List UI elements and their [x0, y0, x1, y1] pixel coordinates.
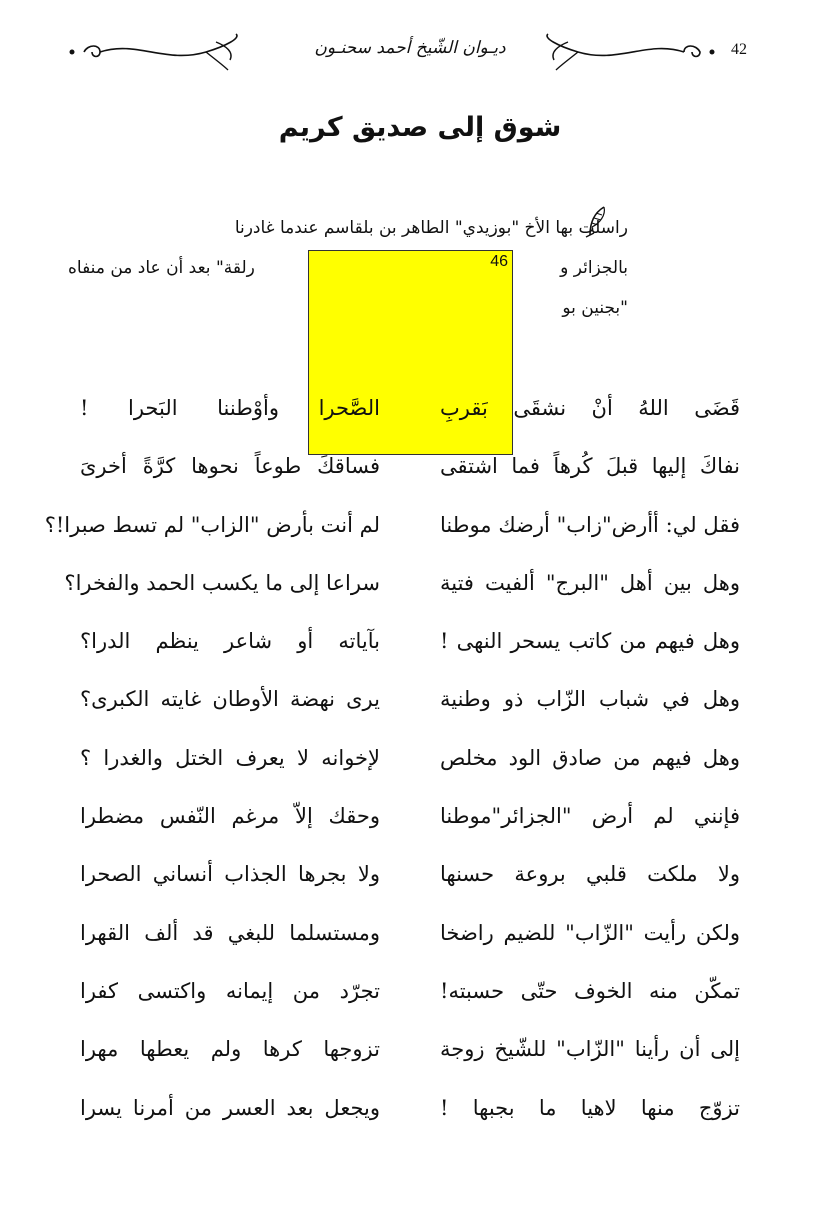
second-hemistich: سراعا إلى ما يكسب الحمد والفخرا؟ — [64, 570, 380, 595]
verse-line — [80, 966, 740, 1024]
page-number: 42 — [731, 41, 747, 58]
first-hemistich: نفاكَ إليها قبلَ كُرهاً فما اشتقى — [440, 454, 740, 479]
second-hemistich: ولا بجرها الجذاب أنساني الصحرا — [80, 862, 380, 887]
second-hemistich: لم أنت بأرض "الزاب" لم تسط صبرا!؟ — [44, 512, 380, 537]
redaction-box-label: 46 — [490, 253, 508, 270]
first-hemistich: ولكن رأيت "الزّاب" للضيم راضخا — [440, 920, 740, 945]
verse-line — [80, 1083, 740, 1141]
first-hemistich: تمكّن منه الخوف حتّى حسبته! — [440, 978, 740, 1003]
second-hemistich: بآياته أو شاعر ينظم الدرا؟ — [80, 629, 380, 654]
second-hemistich: ويجعل بعد العسر من أمرنا يسرا — [80, 1095, 380, 1120]
verse-line — [80, 441, 740, 499]
intro-line: راسلت بها الأخ "بوزيدي" الطاهر بن بلقاسم عندما غادرنا — [234, 218, 628, 238]
poem-title: شوق إلى صديق كريم — [278, 112, 562, 143]
second-hemistich: لإخوانه لا يعرف الختل والغدرا ؟ — [80, 745, 380, 770]
intro-line: "بجنين بو — [562, 298, 628, 318]
verse-line — [80, 616, 740, 674]
first-hemistich: قَضَى اللهُ أنْ نشقَى بَقربِ — [440, 396, 740, 420]
second-hemistich: الصَّحرا وأوْطننا البَحرا ! — [80, 396, 380, 420]
verse-list — [44, 383, 740, 1141]
verse-line — [44, 500, 740, 558]
right-flourish-ornament — [538, 30, 718, 72]
verse-line — [64, 558, 740, 616]
intro-line-end: رلقة" بعد أن عاد من منفاه — [68, 258, 255, 278]
first-hemistich: ولا ملكت قلبي بروعة حسنها — [440, 862, 740, 887]
first-hemistich: إلى أن رأينا "الزّاب" للشّيخ زوجة — [440, 1037, 740, 1062]
verse-line — [80, 733, 740, 791]
verse-line — [80, 908, 740, 966]
left-flourish-ornament — [66, 30, 246, 72]
first-hemistich: تزوّج منها لاهيا ما بجبها ! — [440, 1095, 740, 1120]
second-hemistich: تزوجها كرها ولم يعطها مهرا — [80, 1037, 380, 1062]
running-title: ديـوان الشّيخ أحمد سحنـون — [314, 38, 506, 58]
first-hemistich: وهل فيهم من صادق الود مخلص — [440, 745, 740, 770]
second-hemistich: يرى نهضة الأوطان غايته الكبرى؟ — [80, 687, 380, 712]
first-hemistich: فإنني لم أرض "الجزائر"موطنا — [440, 804, 740, 829]
verse-line — [80, 1024, 740, 1082]
second-hemistich: تجرّد من إيمانه واكتسى كفرا — [80, 978, 380, 1003]
verse-line — [80, 849, 740, 907]
verse-line — [80, 383, 740, 441]
first-hemistich: وهل بين أهل "البرج" ألفيت فتية — [440, 570, 740, 595]
verse-line — [80, 791, 740, 849]
first-hemistich: فقل لي: أأرض"زاب" أرضك موطنا — [440, 512, 740, 537]
second-hemistich: وحقك إلاّ مرغم النّفس مضطرا — [80, 804, 380, 829]
second-hemistich: فساقكَ طوعاً نحوها كرَّةً أخرىَ — [80, 454, 380, 479]
first-hemistich: وهل في شباب الزّاب ذو وطنية — [440, 687, 740, 712]
intro-line-start: بالجزائر و — [560, 258, 628, 278]
first-hemistich: وهل فيهم من كاتب يسحر النهى ! — [440, 629, 740, 654]
second-hemistich: ومستسلما للبغي قد ألف القهرا — [80, 920, 380, 945]
verse-line — [80, 674, 740, 732]
